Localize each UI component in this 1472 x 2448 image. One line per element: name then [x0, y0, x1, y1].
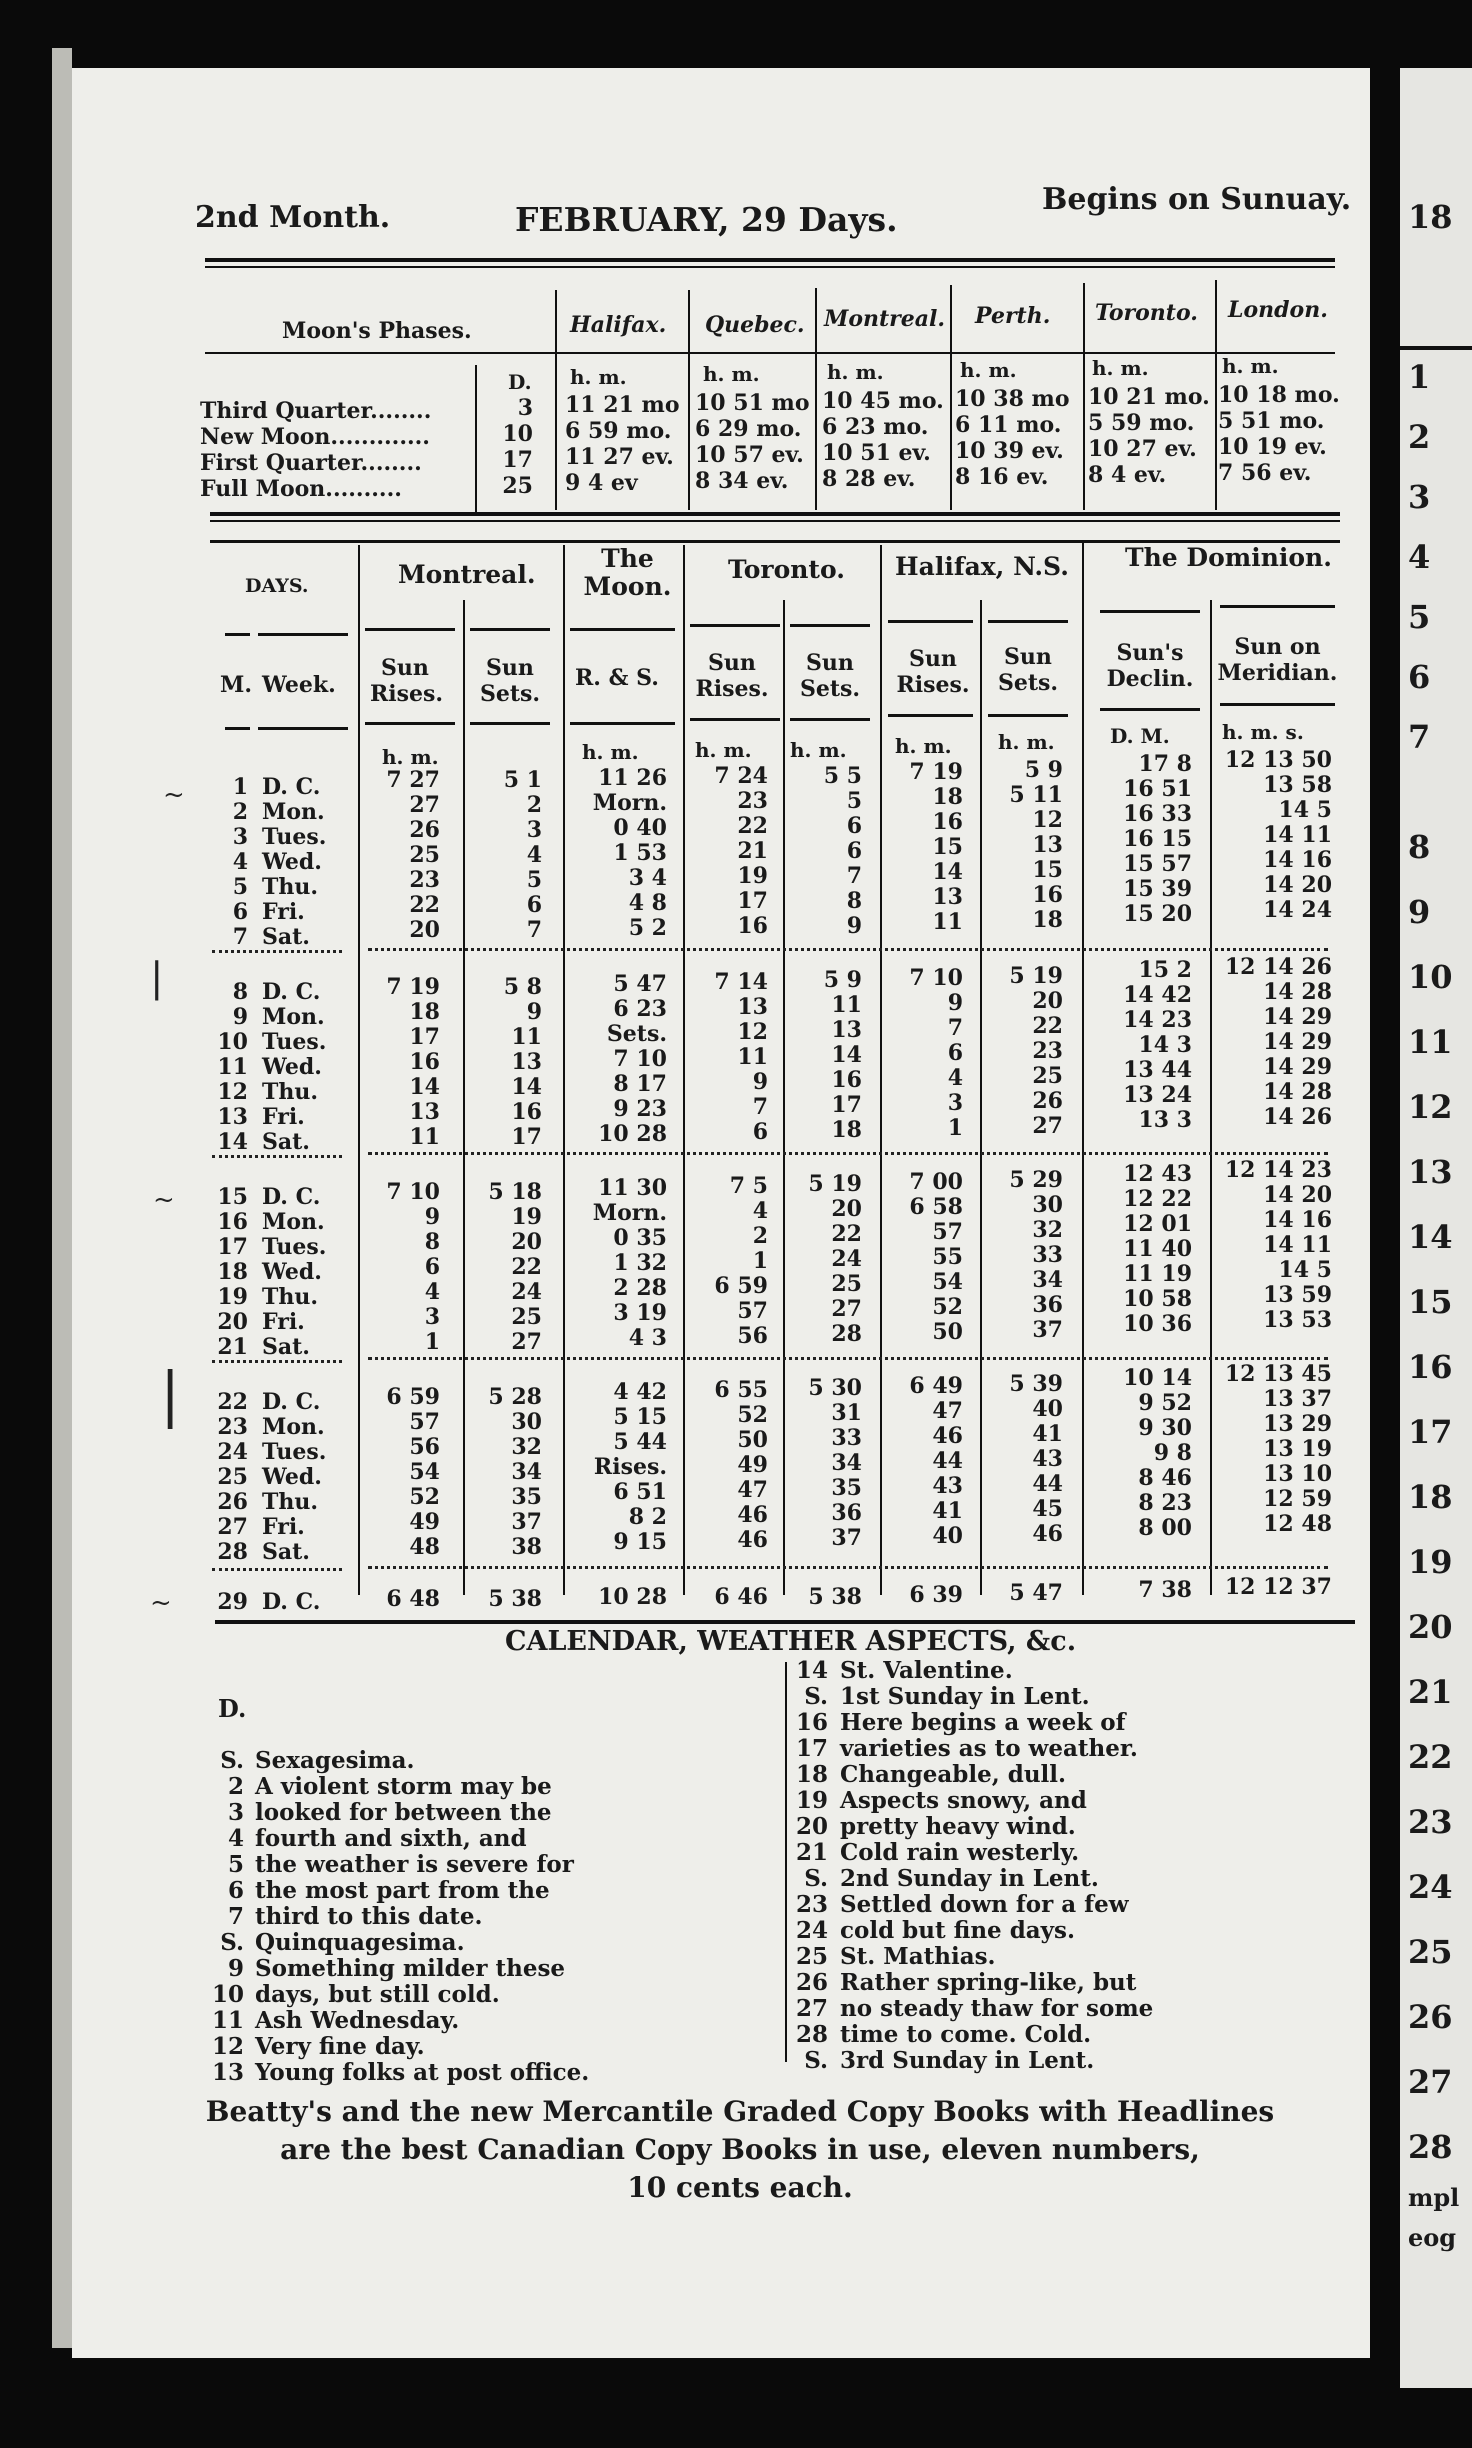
rule [205, 352, 1335, 354]
next-page-number: 12 [1408, 1088, 1453, 1126]
sun-meridian: 12 14 23 14 20 14 16 14 11 14 5 13 59 13 53 [1224, 1157, 1332, 1333]
hm-label: h. m. [827, 360, 884, 384]
phase-time: 8 34 ev. [695, 468, 789, 494]
next-page-number: 23 [1408, 1803, 1453, 1841]
page-title: FEBRUARY, 29 Days. [515, 200, 898, 239]
rule [365, 722, 455, 725]
unit-label: h. m. [582, 740, 639, 764]
sun-declination: 7 38 [1138, 1577, 1192, 1603]
week-separator [212, 1155, 342, 1158]
next-page-number: 15 [1408, 1283, 1453, 1321]
week-separator [212, 1360, 342, 1363]
halifax-sunset: 5 19 20 22 23 25 26 27 [1009, 963, 1063, 1139]
sun-sets-heading: Sun Sets. [997, 644, 1059, 696]
calendar-left-notes: Sexagesima. A violent storm may be looked for between the fourth and sixth, and the weather is severe for the most part from the third to this date. Quinquagesima. Something milder these days, but still cold. Ash Wednesday. Very fine day. Young folks at post office. [255, 1747, 590, 2086]
begins-label: Begins on Sunuay. [1042, 182, 1352, 217]
rule [790, 624, 870, 627]
hm-label: h. m. [1222, 354, 1279, 378]
next-page-number: 16 [1408, 1348, 1453, 1386]
phase-time: 5 59 mo. [1088, 410, 1195, 436]
rule [470, 722, 550, 725]
toronto-sunrise: 7 14 13 12 11 9 7 6 [714, 969, 768, 1145]
phase-time: 6 29 mo. [695, 416, 802, 442]
suns-declin-heading: Sun's Declin. [1106, 640, 1194, 692]
phase-time: 10 27 ev. [1088, 436, 1197, 462]
toronto-sunset: 5 19 20 22 24 25 27 28 [808, 1171, 862, 1347]
montreal-sunset: 5 28 30 32 34 35 37 38 [488, 1384, 542, 1560]
column-divider [880, 545, 882, 1595]
advert-line-1: Beatty's and the new Mercantile Graded Copy Books with Headlines [205, 2095, 1275, 2128]
next-page-number: 24 [1408, 1868, 1453, 1906]
m-label: M. [220, 672, 253, 698]
moon-heading: The Moon. [583, 544, 672, 601]
phase-time: 10 18 mo. [1218, 382, 1340, 408]
hm-label: h. m. [703, 362, 760, 386]
sun-meridian-heading: Sun on Meridian. [1217, 634, 1338, 686]
phase-time: 5 51 mo. [1218, 408, 1325, 434]
montreal-sunrise: 7 10 9 8 6 4 3 1 [386, 1179, 440, 1355]
next-page-fragment: mpl [1408, 2183, 1460, 2212]
rule [1100, 610, 1200, 613]
phase-time: 8 4 ev. [1088, 462, 1167, 488]
column-divider [563, 545, 565, 1595]
week-separator [368, 948, 1328, 951]
sun-meridian: 12 14 26 14 28 14 29 14 29 14 29 14 28 14 26 [1224, 954, 1332, 1130]
unit-label: h. m. [998, 730, 1055, 754]
column-divider [815, 288, 817, 510]
next-page-number: 20 [1408, 1608, 1453, 1646]
phase-time: 10 38 mo [955, 386, 1070, 412]
margin-mark: | [150, 955, 164, 1001]
day-col-label: D. [508, 370, 532, 394]
next-page-number: 9 [1408, 893, 1431, 931]
next-page-number: 4 [1408, 538, 1431, 576]
column-divider [980, 600, 982, 1595]
moon-rise-set: 11 26 Morn. 0 40 1 53 3 4 4 8 5 2 [592, 765, 667, 941]
margin-mark: ~ [163, 780, 185, 810]
next-page-fragment: eog [1408, 2223, 1457, 2252]
city-halifax: Halifax. [570, 312, 667, 338]
montreal-sunset: 5 1 2 3 4 5 6 7 [503, 767, 542, 943]
rule [570, 628, 675, 631]
sun-declination: 10 14 9 52 9 30 9 8 8 46 8 23 8 00 [1123, 1365, 1192, 1541]
toronto-heading: Toronto. [728, 555, 845, 584]
halifax-sunrise: 7 19 18 16 15 14 13 11 [909, 759, 963, 935]
column-divider [785, 1662, 787, 2062]
phase-time: 7 56 ev. [1218, 460, 1312, 486]
next-page-number: 17 [1408, 1413, 1453, 1451]
week-separator [212, 950, 342, 953]
days-heading: DAYS. [245, 575, 309, 597]
rule [205, 258, 1335, 262]
column-divider [358, 545, 360, 1595]
sun-rises-heading: Sun Rises. [896, 646, 970, 698]
moon-rise-set: 5 47 6 23 Sets. 7 10 8 17 9 23 10 28 [598, 971, 667, 1147]
halifax-sunrise: 6 39 [909, 1582, 963, 1608]
sun-sets-heading: Sun Sets. [479, 655, 541, 707]
year-fragment: 18 [1408, 198, 1453, 236]
phase-name: First Quarter........ [200, 450, 422, 476]
rule [570, 722, 675, 725]
calendar-left-days: S. 2 3 4 5 6 7 S. 9 10 11 12 13 [212, 1747, 245, 2086]
phase-time: 11 21 mo [565, 392, 680, 418]
day-numbers: 8 9 10 11 12 13 14 [217, 979, 248, 1155]
montreal-sunrise: 6 48 [386, 1586, 440, 1612]
calendar-d-label: D. [218, 1694, 247, 1723]
dominion-heading: The Dominion. [1125, 543, 1332, 572]
hm-label: h. m. [1092, 356, 1149, 380]
margin-mark: | [160, 1360, 181, 1430]
advert-line-2: are the best Canadian Copy Books in use, eleven numbers, [280, 2133, 1200, 2166]
toronto-sunrise: 6 55 52 50 49 47 46 46 [714, 1377, 768, 1553]
rule [888, 714, 973, 717]
next-page-number: 28 [1408, 2128, 1453, 2166]
next-page-number: 25 [1408, 1933, 1453, 1971]
montreal-sunset: 5 18 19 20 22 24 25 27 [488, 1179, 542, 1355]
moon-phases-heading: Moon's Phases. [282, 318, 472, 344]
next-page-number: 21 [1408, 1673, 1453, 1711]
unit-label: h. m. [695, 738, 752, 762]
montreal-heading: Montreal. [398, 560, 536, 589]
montreal-sunrise: 7 27 27 26 25 23 22 20 [386, 767, 440, 943]
next-page-number: 13 [1408, 1153, 1453, 1191]
month-label: 2nd Month. [195, 200, 391, 235]
column-divider [555, 290, 557, 510]
phase-time: 10 51 ev. [822, 440, 931, 466]
weekday-names: D. C. Mon. Tues. Wed. Thu. Fri. Sat. [262, 1389, 327, 1565]
phase-time: 10 45 mo. [822, 388, 944, 414]
column-divider [1082, 540, 1084, 1595]
week-separator [212, 1568, 342, 1571]
rule [225, 633, 250, 636]
divider [1400, 346, 1472, 350]
halifax-heading: Halifax, N.S. [895, 552, 1069, 581]
day-number: 29 [217, 1589, 248, 1615]
weekday-names: D. C. Mon. Tues. Wed. Thu. Fri. Sat. [262, 1184, 327, 1360]
moon-rise-set: 4 42 5 15 5 44 Rises. 6 51 8 2 9 15 [593, 1379, 667, 1555]
phase-day: 3 [517, 395, 533, 421]
column-divider [1083, 283, 1085, 510]
city-quebec: Quebec. [705, 312, 805, 338]
rule [210, 520, 1340, 522]
sun-rises-heading: Sun Rises. [695, 650, 769, 702]
rule [690, 718, 780, 721]
calendar-heading: CALENDAR, WEATHER ASPECTS, &c. [505, 1626, 1077, 1657]
sun-meridian: 12 12 37 [1224, 1574, 1332, 1600]
next-page-number: 14 [1408, 1218, 1453, 1256]
halifax-sunrise: 6 49 47 46 44 43 41 40 [909, 1373, 963, 1549]
sun-sets-heading: Sun Sets. [799, 650, 861, 702]
toronto-sunrise: 6 46 [714, 1584, 768, 1610]
rule [988, 714, 1068, 717]
advert-line-3: 10 cents each. [627, 2171, 853, 2204]
toronto-sunset: 5 38 [808, 1584, 862, 1610]
rule [1220, 605, 1335, 608]
next-page-number: 26 [1408, 1998, 1453, 2036]
column-divider [950, 285, 952, 510]
unit-label: h. m. [790, 738, 847, 762]
rule [365, 628, 455, 631]
phase-time: 11 27 ev. [565, 444, 674, 470]
toronto-sunset: 5 30 31 33 34 35 36 37 [808, 1375, 862, 1551]
city-montreal: Montreal. [824, 306, 946, 332]
weekday-names: D. C. Mon. Tues. Wed. Thu. Fri. Sat. [262, 979, 327, 1155]
column-divider [783, 600, 785, 1595]
moon-rise-set: 10 28 [598, 1584, 667, 1610]
rule [215, 1620, 1355, 1624]
unit-label: D. M. [1110, 724, 1170, 748]
phase-name: Third Quarter........ [200, 398, 432, 424]
week-separator [368, 1566, 1328, 1569]
montreal-sunrise: 6 59 57 56 54 52 49 48 [386, 1384, 440, 1560]
margin-mark: ~ [153, 1185, 175, 1215]
rule [1220, 703, 1335, 706]
phase-time: 10 51 mo [695, 390, 810, 416]
column-divider [688, 290, 690, 510]
phase-day: 17 [502, 447, 533, 473]
halifax-sunrise: 7 10 9 7 6 4 3 1 [909, 965, 963, 1141]
unit-label: h. m. [895, 734, 952, 758]
phase-time: 8 28 ev. [822, 466, 916, 492]
week-label: Week. [262, 672, 336, 698]
phase-time: 10 39 ev. [955, 438, 1064, 464]
rule [225, 727, 250, 730]
adjacent-page [1400, 68, 1472, 2388]
phase-time: 9 4 ev [565, 470, 638, 496]
next-page-number: 18 [1408, 1478, 1453, 1516]
rs-heading: R. & S. [575, 665, 659, 691]
rule [988, 620, 1068, 623]
unit-label: h. m. [382, 745, 439, 769]
sun-declination: 15 2 14 42 14 23 14 3 13 44 13 24 13 3 [1123, 957, 1192, 1133]
hm-label: h. m. [960, 358, 1017, 382]
next-page-number: 7 [1408, 718, 1431, 756]
column-divider [1215, 280, 1217, 510]
phase-day: 10 [502, 421, 533, 447]
phase-time: 10 19 ev. [1218, 434, 1327, 460]
rule [205, 266, 1335, 268]
next-page-number: 6 [1408, 658, 1431, 696]
rule [470, 628, 550, 631]
toronto-sunset: 5 9 11 13 14 16 17 18 [823, 967, 862, 1143]
rule [1100, 708, 1200, 711]
sun-declination: 12 43 12 22 12 01 11 40 11 19 10 58 10 36 [1123, 1161, 1192, 1337]
halifax-sunrise: 7 00 6 58 57 55 54 52 50 [909, 1169, 963, 1345]
phase-name: Full Moon.......... [200, 476, 402, 502]
week-separator [368, 1152, 1328, 1155]
city-toronto: Toronto. [1095, 300, 1198, 326]
toronto-sunrise: 7 24 23 22 21 19 17 16 [714, 763, 768, 939]
next-page-number: 10 [1408, 958, 1453, 996]
moon-rise-set: 11 30 Morn. 0 35 1 32 2 28 3 19 4 3 [592, 1175, 667, 1351]
halifax-sunset: 5 39 40 41 43 44 45 46 [1009, 1371, 1063, 1547]
week-separator [368, 1357, 1328, 1360]
city-london: London. [1228, 297, 1328, 323]
rule [258, 633, 348, 636]
next-page-number: 3 [1408, 478, 1431, 516]
city-perth: Perth. [975, 303, 1051, 329]
halifax-sunset: 5 29 30 32 33 34 36 37 [1009, 1167, 1063, 1343]
weekday-name: D. C. [262, 1589, 321, 1615]
next-page-number: 19 [1408, 1543, 1453, 1581]
montreal-sunrise: 7 19 18 17 16 14 13 11 [386, 974, 440, 1150]
toronto-sunset: 5 5 5 6 6 7 8 9 [823, 763, 862, 939]
sun-rises-heading: Sun Rises. [370, 655, 444, 707]
weekday-names: D. C. Mon. Tues. Wed. Thu. Fri. Sat. [262, 774, 327, 950]
next-page-number: 22 [1408, 1738, 1453, 1776]
rule [210, 512, 1340, 516]
sun-declination: 17 8 16 51 16 33 16 15 15 57 15 39 15 20 [1123, 751, 1192, 927]
next-page-number: 5 [1408, 598, 1431, 636]
halifax-sunset: 5 47 [1009, 1580, 1063, 1606]
phase-time: 6 59 mo. [565, 418, 672, 444]
day-numbers: 22 23 24 25 26 27 28 [217, 1389, 248, 1565]
toronto-sunrise: 7 5 4 2 1 6 59 57 56 [714, 1173, 768, 1349]
day-numbers: 1 2 3 4 5 6 7 [232, 774, 248, 950]
column-divider [475, 365, 477, 515]
calendar-right-days: 14 S. 16 17 18 19 20 21 S. 23 24 25 26 27 28 S. [795, 1657, 828, 2074]
next-page-number: 8 [1408, 828, 1431, 866]
montreal-sunset: 5 38 [488, 1586, 542, 1612]
halifax-sunset: 5 9 5 11 12 13 15 16 18 [1009, 757, 1063, 933]
next-page-number: 11 [1408, 1023, 1453, 1061]
sun-meridian: 12 13 50 13 58 14 5 14 11 14 16 14 20 14 24 [1224, 747, 1332, 923]
phase-time: 8 16 ev. [955, 464, 1049, 490]
montreal-sunset: 5 8 9 11 13 14 16 17 [503, 974, 542, 1150]
next-page-number: 2 [1408, 418, 1431, 456]
phase-time: 10 21 mo. [1088, 384, 1210, 410]
phase-name: New Moon............. [200, 424, 430, 450]
margin-mark: ~ [150, 1588, 172, 1618]
next-page-number: 1 [1408, 358, 1431, 396]
day-numbers: 15 16 17 18 19 20 21 [217, 1184, 248, 1360]
column-divider [463, 600, 465, 1595]
page-edge [52, 48, 72, 2348]
hm-label: h. m. [570, 365, 627, 389]
phase-day: 25 [502, 473, 533, 499]
sun-meridian: 12 13 45 13 37 13 29 13 19 13 10 12 59 12 48 [1224, 1361, 1332, 1537]
rule [690, 624, 780, 627]
calendar-right-notes: St. Valentine. 1st Sunday in Lent. Here begins a week of varieties as to weather. Changeable, dull. Aspects snowy, and pretty heavy wind. Cold rain westerly. 2nd Sunday in Lent. Settled down for a few cold but fine days. St. Mathias. Rather spring-like, but no steady thaw for some time to come. Cold. 3rd Sunday in Lent. [840, 1657, 1154, 2074]
phase-time: 6 11 mo. [955, 412, 1062, 438]
next-page-number: 27 [1408, 2063, 1453, 2101]
unit-label: h. m. s. [1222, 720, 1304, 744]
rule [888, 620, 973, 623]
phase-time: 10 57 ev. [695, 442, 804, 468]
column-divider [683, 545, 685, 1595]
rule [790, 718, 870, 721]
phase-time: 6 23 mo. [822, 414, 929, 440]
rule [258, 727, 348, 730]
